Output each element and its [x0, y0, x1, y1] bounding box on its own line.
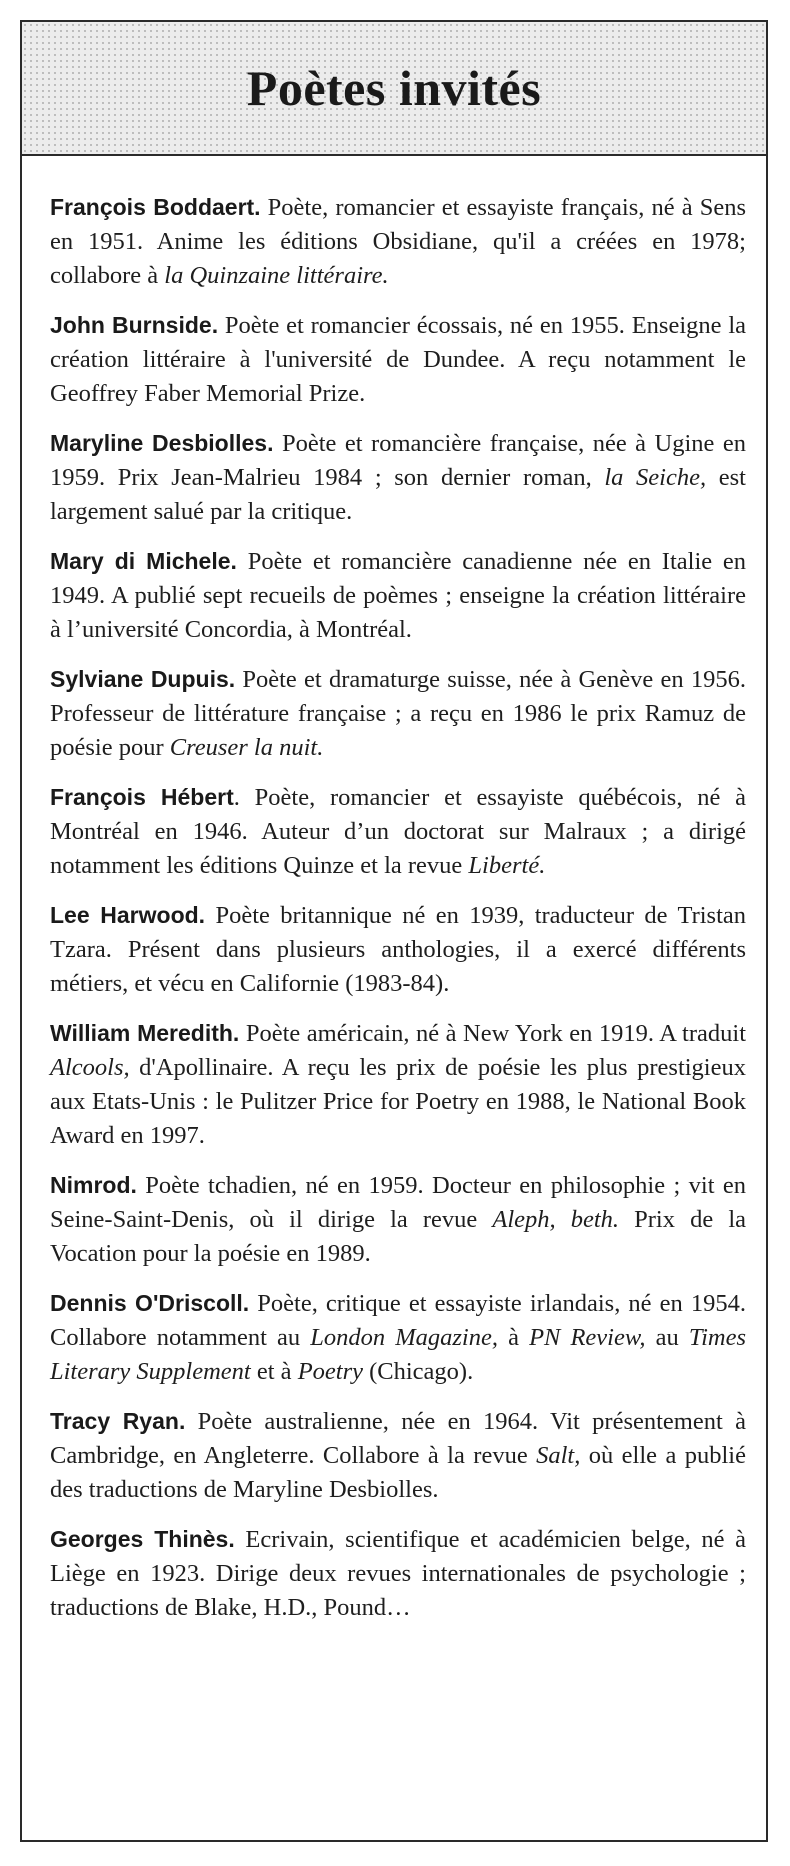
work-title: London Magazine,	[310, 1324, 498, 1351]
poet-name: John Burnside.	[50, 312, 219, 338]
poet-name: Lee Harwood.	[50, 902, 206, 928]
work-title: Salt,	[536, 1442, 581, 1469]
poet-name: Sylviane Dupuis.	[50, 666, 236, 692]
work-title: Times Literary Supplement	[50, 1324, 747, 1385]
poet-entry	[50, 1168, 746, 1271]
page-title: Poètes invités	[246, 60, 542, 116]
bio-text: Poète et romancière française, née à Ugine en 1959. Prix Jean-Malrieu 1984 ; son dernier roman,	[50, 430, 746, 491]
bio-text: (Chicago).	[363, 1358, 474, 1385]
bio-text: où elle a publié des traductions de Maryline Desbiolles.	[50, 1442, 746, 1503]
work-title: la Seiche,	[604, 464, 707, 491]
poet-entry	[50, 662, 746, 765]
poet-entry	[50, 1404, 746, 1507]
poet-name: Maryline Desbiolles.	[50, 430, 274, 456]
poet-entry	[50, 190, 746, 293]
title-banner	[22, 22, 766, 156]
bio-text: Poète et romancière canadienne née en Italie en 1949. A publié sept recueils de poèmes ; enseigne la création littéraire à l’université Concordia, à Montréal.	[50, 548, 747, 643]
bio-text: est largement salué par la critique.	[50, 464, 746, 525]
bio-text: à	[497, 1324, 530, 1351]
work-title: Poetry	[297, 1358, 363, 1385]
poet-name: Dennis O'Driscoll.	[50, 1290, 250, 1316]
work-title: Aleph, beth.	[492, 1206, 620, 1233]
bio-text: Prix de la Vocation pour la poésie en 1989.	[50, 1206, 746, 1267]
poet-entry	[50, 308, 746, 411]
poet-name: Georges Thinès.	[50, 1526, 235, 1552]
guest-poets-box	[20, 20, 768, 1842]
bio-text: Ecrivain, scientifique et académicien belge, né à Liège en 1923. Dirige deux revues internationales de psychologie ; traductions de Blake, H.D., Pound…	[50, 1526, 746, 1621]
bio-text: Poète, romancier et essayiste français, né à Sens en 1951. Anime les éditions Obsidiane, qu'il a créées en 1978; collabore à	[50, 194, 746, 289]
poet-name: Nimrod.	[50, 1172, 137, 1198]
poet-name: Mary di Michele.	[50, 548, 237, 574]
poet-name: William Meredith.	[50, 1020, 240, 1046]
poet-entry	[50, 898, 746, 1001]
poet-list	[22, 156, 766, 1625]
poet-entry	[50, 426, 746, 529]
bio-text: Poète australienne, née en 1964. Vit présentement à Cambridge, en Angleterre. Collabore à la revue	[50, 1408, 746, 1469]
work-title: PN Review,	[529, 1324, 646, 1351]
bio-text: Poète et romancier écossais, né en 1955. Enseigne la création littéraire à l'université de Dundee. A reçu notamment le Geoffrey Faber Memorial Prize.	[50, 312, 747, 407]
poet-entry	[50, 780, 746, 883]
bio-text: et à	[250, 1358, 298, 1385]
work-title: la Quinzaine littéraire.	[164, 262, 389, 289]
poet-name: Tracy Ryan.	[50, 1408, 186, 1434]
bio-text: d'Apollinaire. A reçu les prix de poésie les plus prestigieux aux Etats-Unis : le Pulitzer Price for Poetry en 1988, le National Book Award en 1997.	[50, 1054, 746, 1149]
poet-entry	[50, 1522, 746, 1625]
bio-text: . Poète, romancier et essayiste québécois, né à Montréal en 1946. Auteur d’un doctorat sur Malraux ; a dirigé notamment les éditions Quinze et la revue	[50, 784, 747, 879]
bio-text: au	[645, 1324, 689, 1351]
work-title: Creuser la nuit.	[169, 734, 324, 761]
work-title: Liberté.	[468, 852, 546, 879]
bio-text: Poète, critique et essayiste irlandais, né en 1954. Collabore notamment au	[50, 1290, 746, 1351]
bio-text: Poète américain, né à New York en 1919. A traduit	[239, 1020, 747, 1047]
bio-text: Poète tchadien, né en 1959. Docteur en philosophie ; vit en Seine-Saint-Denis, où il dirige la revue	[50, 1172, 746, 1233]
poet-entry	[50, 544, 746, 647]
poet-entry	[50, 1016, 746, 1153]
poet-name: François Hébert	[50, 784, 234, 810]
bio-text: Poète britannique né en 1939, traducteur de Tristan Tzara. Présent dans plusieurs anthologies, il a exercé différents métiers, et vécu en Californie (1983-84).	[50, 902, 746, 997]
poet-entry	[50, 1286, 746, 1389]
poet-name: François Boddaert.	[50, 194, 261, 220]
bio-text: Poète et dramaturge suisse, née à Genève en 1956. Professeur de littérature française ; a reçu en 1986 le prix Ramuz de poésie pour	[50, 666, 746, 761]
work-title: Alcools,	[50, 1054, 130, 1081]
